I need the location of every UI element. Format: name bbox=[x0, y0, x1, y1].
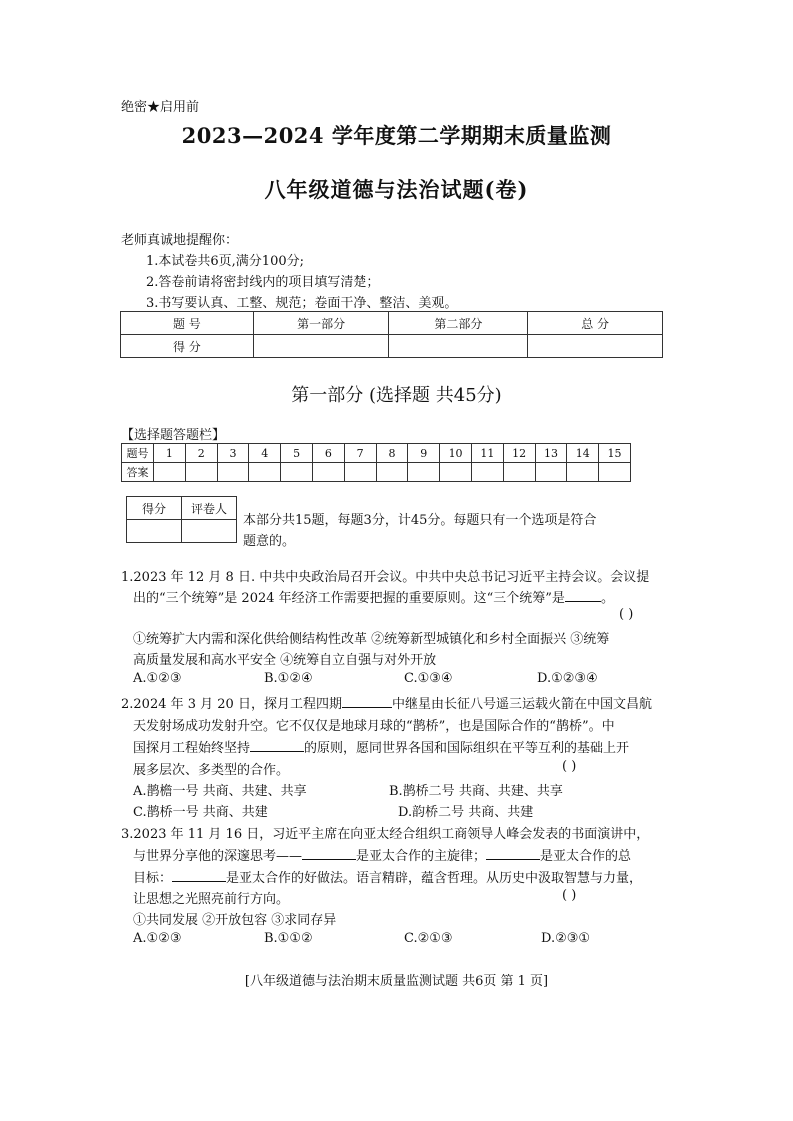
answer-number: 2 bbox=[185, 444, 217, 463]
q1-option-b: B.①②④ bbox=[264, 671, 313, 686]
answer-blank bbox=[172, 869, 226, 882]
q3-stem: 3.2023 年 11 月 16 日，习近平主席在向亚太经合组织工商领导人峰会发表的书面演讲中， bbox=[121, 827, 650, 842]
grader-header: 评卷人 bbox=[182, 497, 237, 520]
reminder-heading: 老师真诚地提醒你： bbox=[121, 233, 239, 248]
grader-table bbox=[126, 496, 237, 543]
q3-stem: 目标： 是亚太合作的好做法。语言精辟，蕴含哲理。从历史中汲取智慧与力量， bbox=[133, 871, 643, 886]
answer-cell[interactable] bbox=[281, 463, 313, 482]
score-cell[interactable] bbox=[253, 335, 389, 358]
q1-option-a: A.①②③ bbox=[133, 671, 182, 686]
reminder-item: 3.书写要认真、工整、规范；卷面干净、整洁、美观。 bbox=[146, 296, 458, 311]
part1-title: 第一部分 (选择题 共45分) bbox=[291, 385, 502, 406]
reminder-item: 1.本试卷共6页,满分100分; bbox=[146, 254, 304, 269]
score-header: 第二部分 bbox=[389, 312, 528, 335]
answer-number: 14 bbox=[567, 444, 599, 463]
answer-number: 15 bbox=[599, 444, 631, 463]
answer-cell[interactable] bbox=[567, 463, 599, 482]
q1-statements: 高质量发展和高水平安全 ④统筹自立自强与对外开放 bbox=[133, 653, 437, 668]
answer-number: 13 bbox=[535, 444, 567, 463]
answer-cell[interactable] bbox=[471, 463, 503, 482]
q2-stem: 展多层次、多类型的合作。 bbox=[133, 763, 290, 778]
answer-blank bbox=[486, 847, 540, 860]
q2-option-a: A.鹊檐一号 共商、共建、共享 bbox=[133, 784, 307, 799]
q2-option-b: B.鹊桥二号 共商、共建、共享 bbox=[389, 784, 563, 799]
answer-number: 6 bbox=[312, 444, 344, 463]
answer-box-label: 【选择题答题栏】 bbox=[121, 428, 226, 443]
score-table bbox=[120, 311, 663, 358]
q3-option-c: C.②①③ bbox=[404, 931, 453, 946]
score-header: 总 分 bbox=[528, 312, 663, 335]
q1-stem: 1.2023 年 12 月 8 日. 中共中央政治局召开会议。中共中央总书记习近平主持会议。会议提 bbox=[121, 570, 650, 585]
score-cell[interactable] bbox=[389, 335, 528, 358]
score-row-label: 得 分 bbox=[121, 335, 254, 358]
answer-cell[interactable] bbox=[154, 463, 186, 482]
part1-instructions: 本部分共15题，每题3分，计45分。每题只有一个选项是符合 bbox=[243, 513, 597, 528]
answer-cell[interactable] bbox=[408, 463, 440, 482]
answer-paren: ( ) bbox=[562, 759, 577, 774]
q2-stem: 国探月工程始终坚持 的原则，愿同世界各国和国际组织在平等互利的基础上开 bbox=[133, 741, 630, 756]
part1-instructions: 题意的。 bbox=[243, 534, 296, 549]
answer-number: 4 bbox=[249, 444, 281, 463]
answer-cell[interactable] bbox=[217, 463, 249, 482]
q1-option-c: C.①③④ bbox=[404, 671, 453, 686]
q3-option-d: D.②③① bbox=[541, 931, 591, 946]
answer-number: 3 bbox=[217, 444, 249, 463]
q3-stem: 与世界分享他的深邃思考—— 是亚太合作的主旋律； 是亚太合作的总 bbox=[133, 849, 632, 864]
answer-number: 5 bbox=[281, 444, 313, 463]
q2-option-d: D.韵桥二号 共商、共建 bbox=[398, 805, 534, 820]
answer-blank bbox=[302, 847, 356, 860]
answer-blank bbox=[250, 739, 304, 752]
answer-blank bbox=[565, 589, 601, 602]
answer-cell[interactable] bbox=[249, 463, 281, 482]
q2-stem: 天发射场成功发射升空。它不仅仅是地球月球的“鹊桥”，也是国际合作的“鹊桥”。中 bbox=[133, 719, 615, 734]
grader-cell[interactable] bbox=[182, 520, 237, 543]
score-cell[interactable] bbox=[528, 335, 663, 358]
q1-stem: 出的“三个统筹”是 2024 年经济工作需要把握的重要原则。这“三个统筹”是 。 bbox=[133, 591, 614, 606]
answer-cell[interactable] bbox=[344, 463, 376, 482]
grader-cell[interactable] bbox=[127, 520, 182, 543]
answer-number: 8 bbox=[376, 444, 408, 463]
answer-cell[interactable] bbox=[376, 463, 408, 482]
q1-option-d: D.①②③④ bbox=[537, 671, 598, 686]
q3-option-b: B.①①② bbox=[264, 931, 313, 946]
answer-number: 1 bbox=[154, 444, 186, 463]
q3-stem: 让思想之光照亮前行方向。 bbox=[133, 892, 290, 907]
answer-number: 10 bbox=[440, 444, 472, 463]
answer-cell[interactable] bbox=[185, 463, 217, 482]
answer-row-head: 题号 bbox=[122, 444, 154, 463]
q2-stem: 2.2024 年 3 月 20 日，探月工程四期 中继星由长征八号遥三运载火箭在中国文昌航 bbox=[121, 697, 652, 712]
answer-row-head: 答案 bbox=[122, 463, 154, 482]
answer-number: 12 bbox=[503, 444, 535, 463]
answer-cell[interactable] bbox=[535, 463, 567, 482]
answer-paren: ( ) bbox=[619, 607, 634, 622]
answer-number: 11 bbox=[471, 444, 503, 463]
q3-statements: ①共同发展 ②开放包容 ③求同存异 bbox=[133, 913, 337, 928]
answer-cell[interactable] bbox=[503, 463, 535, 482]
exam-subtitle: 八年级道德与法治试题(卷) bbox=[264, 177, 529, 202]
answer-number: 9 bbox=[408, 444, 440, 463]
page-footer: [八年级道德与法治期末质量监测试题 共6页 第 1 页] bbox=[244, 974, 549, 989]
answer-number: 7 bbox=[344, 444, 376, 463]
q1-statements: ①统筹扩大内需和深化供给侧结构性改革 ②统筹新型城镇化和乡村全面振兴 ③统筹 bbox=[133, 632, 610, 647]
answer-cell[interactable] bbox=[599, 463, 631, 482]
exam-title: 2023—2024 学年度第二学期期末质量监测 bbox=[181, 123, 612, 148]
confidential-label: 绝密★启用前 bbox=[121, 100, 200, 115]
q2-option-c: C.鹊桥一号 共商、共建 bbox=[133, 805, 268, 820]
score-header: 题 号 bbox=[121, 312, 254, 335]
answer-blank bbox=[342, 695, 392, 708]
answer-cell[interactable] bbox=[312, 463, 344, 482]
reminder-item: 2.答卷前请将密封线内的项目填写清楚； bbox=[146, 275, 380, 290]
score-header: 第一部分 bbox=[253, 312, 389, 335]
grader-header: 得分 bbox=[127, 497, 182, 520]
answer-paren: ( ) bbox=[562, 888, 577, 903]
q3-option-a: A.①②③ bbox=[133, 931, 182, 946]
answer-table bbox=[121, 443, 631, 482]
answer-cell[interactable] bbox=[440, 463, 472, 482]
